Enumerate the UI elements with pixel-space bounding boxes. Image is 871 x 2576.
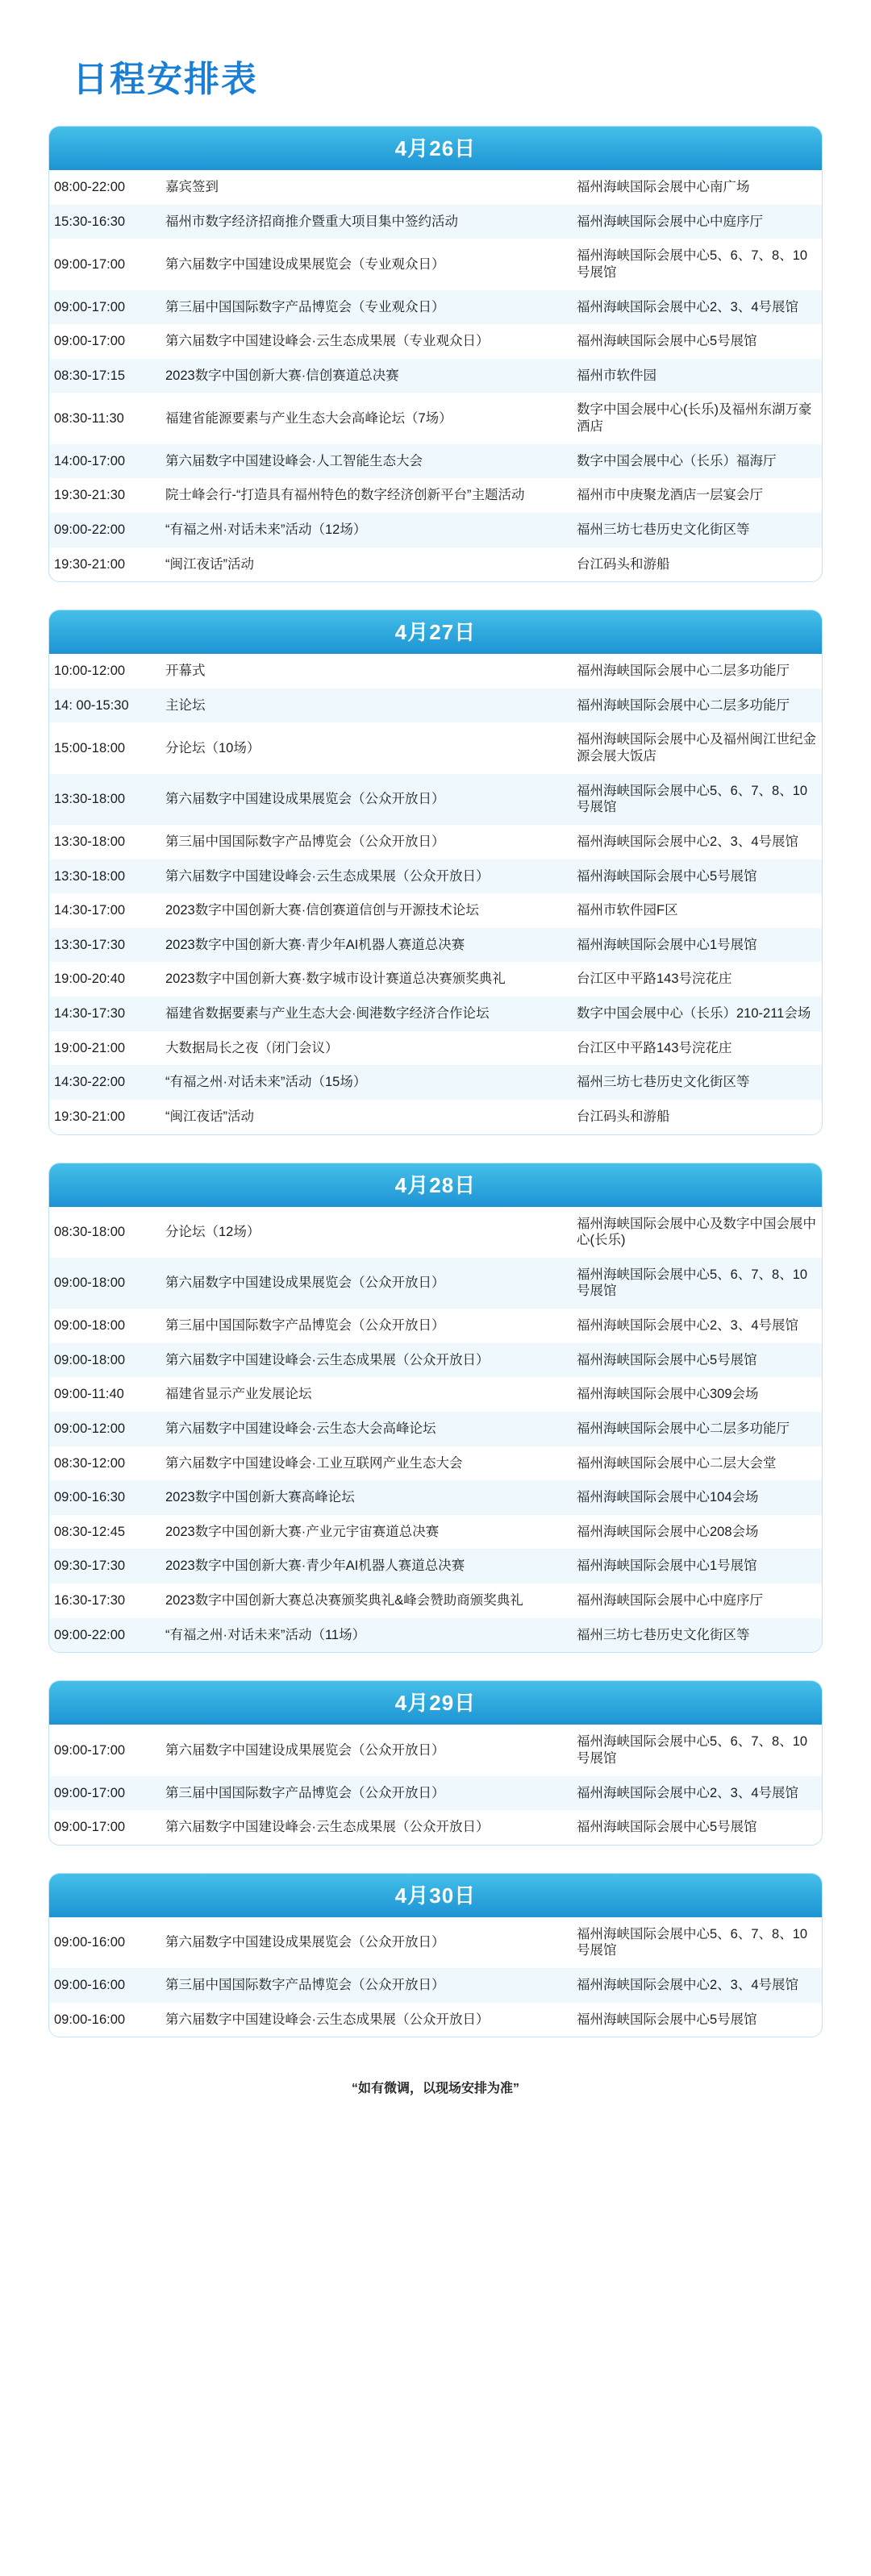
cell-venue: 福州市软件园F区 xyxy=(572,893,822,928)
cell-venue: 福州海峡国际会展中心5、6、7、8、10号展馆 xyxy=(572,1258,822,1309)
table-row xyxy=(49,1480,822,1515)
cell-activity: “有福之州·对话未来”活动（12场） xyxy=(160,513,572,547)
table-row xyxy=(49,1810,822,1845)
table-row xyxy=(49,170,822,205)
cell-time: 16:30-17:30 xyxy=(49,1583,160,1618)
cell-activity: 大数据局长之夜（闭门会议） xyxy=(160,1031,572,1066)
cell-venue: 福州海峡国际会展中心5、6、7、8、10号展馆 xyxy=(572,774,822,825)
cell-time: 19:00-20:40 xyxy=(49,962,160,997)
cell-activity: 第六届数字中国建设峰会·云生态成果展（公众开放日） xyxy=(160,859,572,894)
cell-activity: 分论坛（10场） xyxy=(160,722,572,773)
cell-time: 14:30-22:00 xyxy=(49,1065,160,1100)
day-block xyxy=(48,1680,823,1846)
cell-activity: 福建省能源要素与产业生态大会高峰论坛（7场） xyxy=(160,393,572,443)
day-header: 4月28日 xyxy=(49,1163,822,1207)
table-row xyxy=(49,1065,822,1100)
table-row xyxy=(49,1515,822,1550)
cell-time: 13:30-17:30 xyxy=(49,928,160,963)
table-row xyxy=(49,393,822,443)
cell-venue: 福州海峡国际会展中心104会场 xyxy=(572,1480,822,1515)
cell-activity: 2023数字中国创新大赛·数字城市设计赛道总决赛颁奖典礼 xyxy=(160,962,572,997)
cell-venue: 福州海峡国际会展中心及福州闽江世纪金源会展大饭店 xyxy=(572,722,822,773)
cell-activity: 第六届数字中国建设成果展览会（公众开放日） xyxy=(160,1258,572,1309)
schedule-table xyxy=(49,1725,822,1845)
cell-activity: 第六届数字中国建设峰会·人工智能生态大会 xyxy=(160,444,572,479)
cell-time: 15:30-16:30 xyxy=(49,205,160,239)
schedule-table xyxy=(49,1207,822,1653)
cell-activity: 第三届中国国际数字产品博览会（公众开放日） xyxy=(160,1309,572,1343)
cell-time: 09:00-22:00 xyxy=(49,513,160,547)
table-row xyxy=(49,774,822,825)
cell-time: 09:00-17:00 xyxy=(49,239,160,289)
table-row xyxy=(49,1343,822,1378)
cell-venue: 福州海峡国际会展中心南广场 xyxy=(572,170,822,205)
day-block xyxy=(48,610,823,1134)
cell-time: 08:30-11:30 xyxy=(49,393,160,443)
cell-time: 14:30-17:30 xyxy=(49,997,160,1031)
cell-venue: 福州海峡国际会展中心2、3、4号展馆 xyxy=(572,1309,822,1343)
cell-time: 19:30-21:30 xyxy=(49,478,160,513)
table-row xyxy=(49,444,822,479)
cell-time: 19:30-21:00 xyxy=(49,547,160,582)
cell-venue: 福州三坊七巷历史文化街区等 xyxy=(572,1618,822,1653)
page-title: 日程安排表 xyxy=(73,60,258,99)
cell-venue: 福州海峡国际会展中心1号展馆 xyxy=(572,1549,822,1583)
cell-time: 09:00-17:00 xyxy=(49,1810,160,1845)
cell-venue: 福州海峡国际会展中心二层多功能厅 xyxy=(572,1412,822,1446)
table-row xyxy=(49,1446,822,1481)
cell-time: 09:00-16:00 xyxy=(49,1968,160,2003)
day-block xyxy=(48,1873,823,2038)
table-row xyxy=(49,547,822,582)
cell-time: 14:00-17:00 xyxy=(49,444,160,479)
cell-activity: 第六届数字中国建设成果展览会（公众开放日） xyxy=(160,1725,572,1775)
cell-time: 15:00-18:00 xyxy=(49,722,160,773)
cell-activity: 嘉宾签到 xyxy=(160,170,572,205)
table-row xyxy=(49,1309,822,1343)
cell-activity: 2023数字中国创新大赛·信创赛道信创与开源技术论坛 xyxy=(160,893,572,928)
table-row xyxy=(49,2003,822,2037)
cell-activity: 2023数字中国创新大赛总决赛颁奖典礼&峰会赞助商颁奖典礼 xyxy=(160,1583,572,1618)
cell-time: 19:00-21:00 xyxy=(49,1031,160,1066)
table-row xyxy=(49,290,822,325)
cell-activity: 第三届中国国际数字产品博览会（公众开放日） xyxy=(160,1968,572,2003)
cell-time: 13:30-18:00 xyxy=(49,825,160,859)
day-block xyxy=(48,126,823,582)
table-row xyxy=(49,1031,822,1066)
table-row xyxy=(49,1207,822,1258)
cell-time: 09:30-17:30 xyxy=(49,1549,160,1583)
cell-activity: 第六届数字中国建设峰会·工业互联网产业生态大会 xyxy=(160,1446,572,1481)
cell-activity: 第六届数字中国建设峰会·云生态成果展（公众开放日） xyxy=(160,2003,572,2037)
day-header: 4月27日 xyxy=(49,610,822,654)
cell-venue: 福州三坊七巷历史文化街区等 xyxy=(572,513,822,547)
table-row xyxy=(49,1549,822,1583)
cell-activity: 2023数字中国创新大赛·青少年AI机器人赛道总决赛 xyxy=(160,928,572,963)
cell-venue: 福州海峡国际会展中心2、3、4号展馆 xyxy=(572,825,822,859)
cell-activity: 2023数字中国创新大赛·产业元宇宙赛道总决赛 xyxy=(160,1515,572,1550)
cell-venue: 福州海峡国际会展中心5号展馆 xyxy=(572,1343,822,1378)
cell-venue: 福州市中庚聚龙酒店一层宴会厅 xyxy=(572,478,822,513)
cell-venue: 福州海峡国际会展中心中庭序厅 xyxy=(572,1583,822,1618)
table-row xyxy=(49,654,822,689)
day-header: 4月26日 xyxy=(49,127,822,170)
table-row xyxy=(49,359,822,393)
table-row xyxy=(49,205,822,239)
cell-activity: “闽江夜话”活动 xyxy=(160,547,572,582)
table-row xyxy=(49,997,822,1031)
cell-venue: 福州海峡国际会展中心及数字中国会展中心(长乐) xyxy=(572,1207,822,1258)
table-row xyxy=(49,825,822,859)
cell-activity: 福建省显示产业发展论坛 xyxy=(160,1377,572,1412)
cell-time: 08:00-22:00 xyxy=(49,170,160,205)
table-row xyxy=(49,893,822,928)
cell-time: 09:00-17:00 xyxy=(49,290,160,325)
cell-time: 09:00-16:00 xyxy=(49,1917,160,1968)
table-row xyxy=(49,1412,822,1446)
schedule-table xyxy=(49,654,822,1134)
cell-venue: 数字中国会展中心（长乐）210-211会场 xyxy=(572,997,822,1031)
cell-time: 09:00-12:00 xyxy=(49,1412,160,1446)
table-row xyxy=(49,928,822,963)
cell-time: 19:30-21:00 xyxy=(49,1100,160,1134)
cell-venue: 福州三坊七巷历史文化街区等 xyxy=(572,1065,822,1100)
cell-activity: 2023数字中国创新大赛·信创赛道总决赛 xyxy=(160,359,572,393)
cell-venue: 数字中国会展中心(长乐)及福州东湖万豪酒店 xyxy=(572,393,822,443)
table-row xyxy=(49,1583,822,1618)
cell-venue: 福州海峡国际会展中心5号展馆 xyxy=(572,859,822,894)
footnote: “如有微调，以现场安排为准” xyxy=(351,2082,519,2096)
table-row xyxy=(49,239,822,289)
cell-time: 08:30-12:45 xyxy=(49,1515,160,1550)
table-row xyxy=(49,962,822,997)
cell-venue: 福州海峡国际会展中心5号展馆 xyxy=(572,2003,822,2037)
cell-activity: 第六届数字中国建设峰会·云生态成果展（专业观众日） xyxy=(160,324,572,359)
cell-activity: 第六届数字中国建设峰会·云生态成果展（公众开放日） xyxy=(160,1343,572,1378)
table-row xyxy=(49,1776,822,1811)
cell-time: 09:00-11:40 xyxy=(49,1377,160,1412)
cell-activity: 第三届中国国际数字产品博览会（专业观众日） xyxy=(160,290,572,325)
cell-venue: 福州海峡国际会展中心二层多功能厅 xyxy=(572,654,822,689)
cell-activity: 开幕式 xyxy=(160,654,572,689)
cell-venue: 福州海峡国际会展中心5、6、7、8、10号展馆 xyxy=(572,1725,822,1775)
day-header: 4月30日 xyxy=(49,1874,822,1917)
cell-activity: 分论坛（12场） xyxy=(160,1207,572,1258)
cell-venue: 福州海峡国际会展中心5、6、7、8、10号展馆 xyxy=(572,239,822,289)
cell-activity: “有福之州·对话未来”活动（15场） xyxy=(160,1065,572,1100)
cell-venue: 台江区中平路143号浣花庄 xyxy=(572,962,822,997)
table-row xyxy=(49,478,822,513)
cell-venue: 台江码头和游船 xyxy=(572,547,822,582)
cell-venue: 福州海峡国际会展中心中庭序厅 xyxy=(572,205,822,239)
table-row xyxy=(49,1100,822,1134)
cell-activity: 2023数字中国创新大赛·青少年AI机器人赛道总决赛 xyxy=(160,1549,572,1583)
table-row xyxy=(49,513,822,547)
cell-activity: 福州市数字经济招商推介暨重大项目集中签约活动 xyxy=(160,205,572,239)
cell-activity: 福建省数据要素与产业生态大会·闽港数字经济合作论坛 xyxy=(160,997,572,1031)
cell-time: 13:30-18:00 xyxy=(49,859,160,894)
cell-activity: 第三届中国国际数字产品博览会（公众开放日） xyxy=(160,1776,572,1811)
cell-activity: “闽江夜话”活动 xyxy=(160,1100,572,1134)
cell-time: 08:30-17:15 xyxy=(49,359,160,393)
table-row xyxy=(49,1618,822,1653)
table-row xyxy=(49,1917,822,1968)
cell-time: 09:00-22:00 xyxy=(49,1618,160,1653)
cell-activity: 第六届数字中国建设峰会·云生态成果展（公众开放日） xyxy=(160,1810,572,1845)
cell-time: 09:00-17:00 xyxy=(49,324,160,359)
cell-activity: 第六届数字中国建设成果展览会（专业观众日） xyxy=(160,239,572,289)
cell-venue: 福州海峡国际会展中心二层大会堂 xyxy=(572,1446,822,1481)
cell-time: 08:30-12:00 xyxy=(49,1446,160,1481)
cell-venue: 福州海峡国际会展中心5、6、7、8、10号展馆 xyxy=(572,1917,822,1968)
cell-venue: 福州海峡国际会展中心2、3、4号展馆 xyxy=(572,290,822,325)
day-header: 4月29日 xyxy=(49,1681,822,1725)
table-row xyxy=(49,324,822,359)
cell-time: 08:30-18:00 xyxy=(49,1207,160,1258)
cell-time: 09:00-17:00 xyxy=(49,1776,160,1811)
cell-time: 09:00-17:00 xyxy=(49,1725,160,1775)
cell-activity: 第六届数字中国建设峰会·云生态大会高峰论坛 xyxy=(160,1412,572,1446)
cell-activity: 主论坛 xyxy=(160,689,572,723)
table-row xyxy=(49,1968,822,2003)
table-row xyxy=(49,1725,822,1775)
cell-time: 10:00-12:00 xyxy=(49,654,160,689)
cell-activity: 院士峰会行-“打造具有福州特色的数字经济创新平台”主题活动 xyxy=(160,478,572,513)
table-row xyxy=(49,1377,822,1412)
schedule-table xyxy=(49,1917,822,2037)
day-block xyxy=(48,1163,823,1654)
cell-activity: “有福之州·对话未来”活动（11场） xyxy=(160,1618,572,1653)
cell-time: 09:00-16:00 xyxy=(49,2003,160,2037)
cell-time: 09:00-16:30 xyxy=(49,1480,160,1515)
cell-venue: 福州海峡国际会展中心二层多功能厅 xyxy=(572,689,822,723)
cell-venue: 福州海峡国际会展中心5号展馆 xyxy=(572,1810,822,1845)
schedule-table xyxy=(49,170,822,581)
cell-activity: 第六届数字中国建设成果展览会（公众开放日） xyxy=(160,1917,572,1968)
table-row xyxy=(49,722,822,773)
cell-time: 13:30-18:00 xyxy=(49,774,160,825)
cell-time: 14:30-17:00 xyxy=(49,893,160,928)
table-row xyxy=(49,689,822,723)
cell-venue: 数字中国会展中心（长乐）福海厅 xyxy=(572,444,822,479)
cell-venue: 台江码头和游船 xyxy=(572,1100,822,1134)
cell-time: 09:00-18:00 xyxy=(49,1343,160,1378)
table-row xyxy=(49,1258,822,1309)
cell-time: 09:00-18:00 xyxy=(49,1309,160,1343)
cell-venue: 福州海峡国际会展中心1号展馆 xyxy=(572,928,822,963)
cell-venue: 福州市软件园 xyxy=(572,359,822,393)
cell-time: 09:00-18:00 xyxy=(49,1258,160,1309)
cell-activity: 第六届数字中国建设成果展览会（公众开放日） xyxy=(160,774,572,825)
cell-activity: 第三届中国国际数字产品博览会（公众开放日） xyxy=(160,825,572,859)
cell-activity: 2023数字中国创新大赛高峰论坛 xyxy=(160,1480,572,1515)
cell-venue: 台江区中平路143号浣花庄 xyxy=(572,1031,822,1066)
table-row xyxy=(49,859,822,894)
cell-venue: 福州海峡国际会展中心2、3、4号展馆 xyxy=(572,1776,822,1811)
cell-venue: 福州海峡国际会展中心208会场 xyxy=(572,1515,822,1550)
day-blocks-container xyxy=(48,126,823,2037)
cell-time: 14: 00-15:30 xyxy=(49,689,160,723)
cell-venue: 福州海峡国际会展中心2、3、4号展馆 xyxy=(572,1968,822,2003)
cell-venue: 福州海峡国际会展中心309会场 xyxy=(572,1377,822,1412)
cell-venue: 福州海峡国际会展中心5号展馆 xyxy=(572,324,822,359)
